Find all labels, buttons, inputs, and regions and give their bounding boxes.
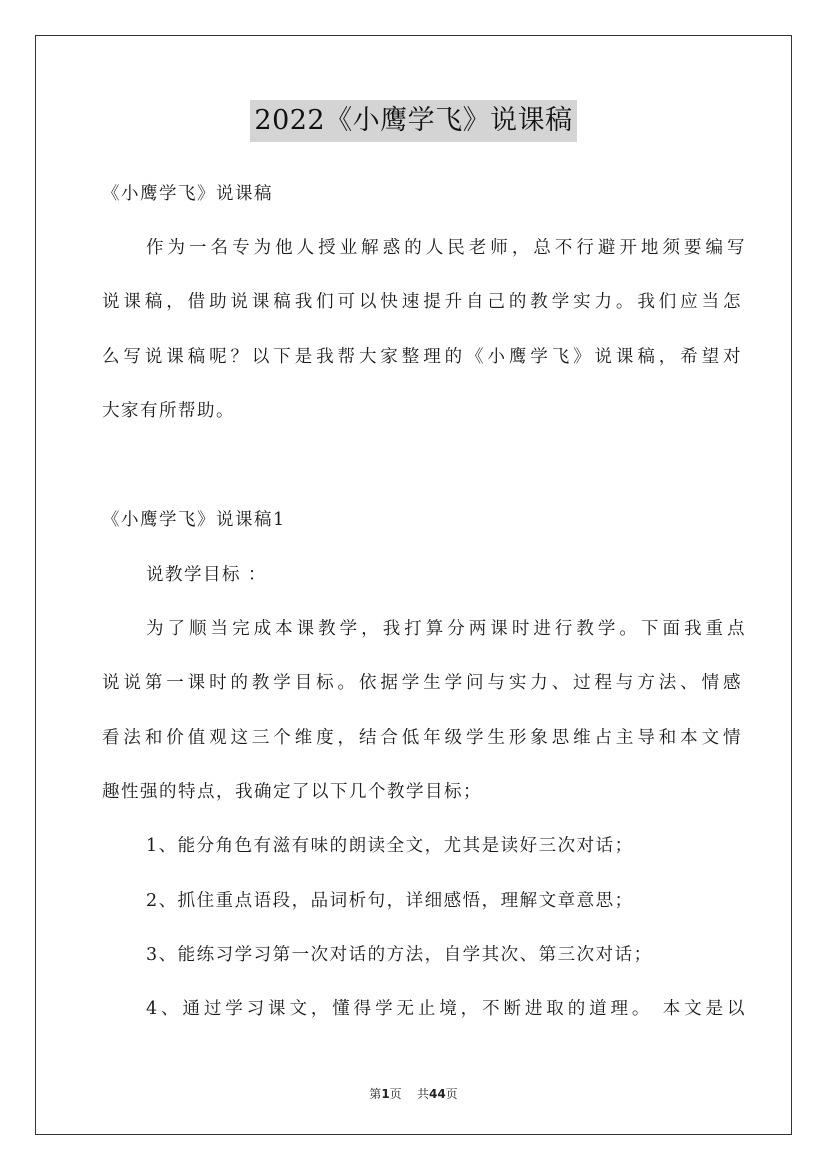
intro-line-4: 大家有所帮助。 <box>102 401 235 421</box>
footer-total-prefix: 共 <box>416 1087 429 1101</box>
footer-total-suffix: 页 <box>445 1087 458 1101</box>
body-line-4: 趣性强的特点，我确定了以下几个教学目标； <box>102 782 482 802</box>
intro-line-2: 说课稿，借助说课稿我们可以快速提升自己的教学实力。我们应当怎 <box>102 292 742 312</box>
body-line-1: 为了顺当完成本课教学，我打算分两课时进行教学。下面我重点 <box>146 619 746 639</box>
body-line-3: 看法和价值观这三个维度，结合低年级学生形象思维占主导和本文情 <box>102 728 742 748</box>
document-title: 2022《小鹰学飞》说课稿 <box>250 100 576 142</box>
footer-page-number: 1 <box>381 1087 390 1101</box>
goal-item-3: 3、能练习学习第一次对话的方法，自学其次、第三次对话； <box>146 945 653 965</box>
goals-heading: 说教学目标 ： <box>146 565 268 585</box>
intro-line-3: 么写说课稿呢？以下是我帮大家整理的《小鹰学飞》说课稿，希望对 <box>102 347 742 367</box>
subtitle-line: 《小鹰学飞》说课稿 <box>102 184 273 204</box>
title-container <box>0 100 827 142</box>
goal-item-2: 2、抓住重点语段，品词析句，详细感悟，理解文章意思； <box>146 891 634 911</box>
section-heading: 《小鹰学飞》说课稿1 <box>102 510 286 530</box>
goal-item-4: 4、通过学习课文，懂得学无止境，不断进取的道理。 本文是以 <box>146 999 746 1019</box>
footer-total-pages: 44 <box>428 1087 446 1101</box>
body-line-2: 说说第一课时的教学目标。依据学生学问与实力、过程与方法、情感 <box>102 673 742 693</box>
footer-page-suffix: 页 <box>389 1087 402 1101</box>
page-footer <box>0 1085 827 1102</box>
goal-item-1: 1、能分角色有滋有味的朗读全文，尤其是读好三次对话； <box>146 836 634 856</box>
footer-page-prefix: 第 <box>369 1087 382 1101</box>
intro-line-1: 作为一名专为他人授业解惑的人民老师，总不行避开地须要编写 <box>146 238 746 258</box>
